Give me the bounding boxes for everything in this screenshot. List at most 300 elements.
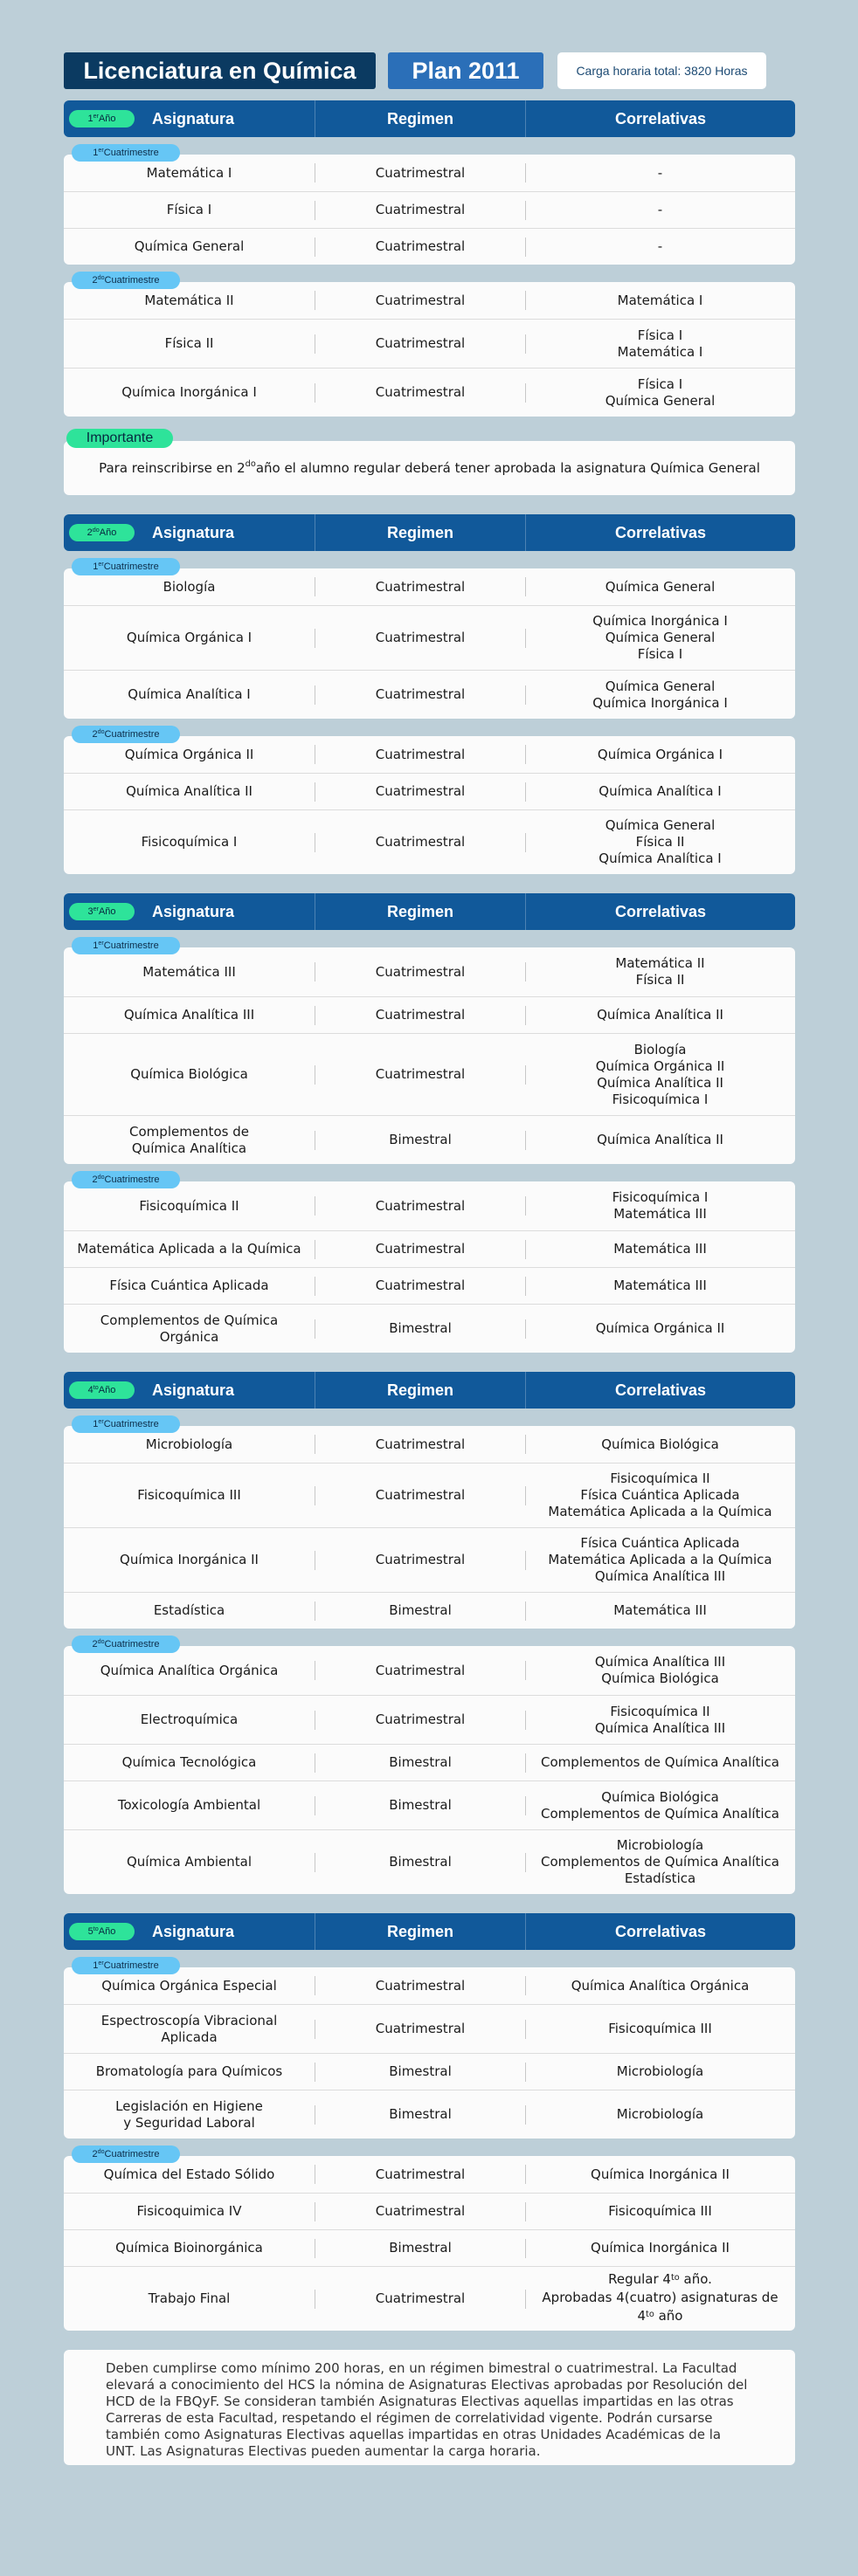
subject-name: Matemática Aplicada a la Química xyxy=(77,1241,301,1257)
prerequisites-cell xyxy=(525,2240,795,2256)
table-row xyxy=(64,1304,795,1353)
subject-name: Química Analítica III xyxy=(123,1007,255,1023)
subject-cell xyxy=(64,202,315,218)
table-row xyxy=(64,996,795,1033)
subject-cell xyxy=(64,293,315,309)
subject-cell xyxy=(64,630,315,646)
column-header-asignatura: Asignatura xyxy=(152,1922,235,1940)
prerequisites-cell xyxy=(525,327,795,361)
regimen-cell: Cuatrimestral xyxy=(315,2202,525,2221)
prerequisites-cell xyxy=(525,293,795,309)
subject-name: y Seguridad Laboral xyxy=(123,2114,255,2131)
subject-cell xyxy=(64,1007,315,1023)
table-row xyxy=(64,1780,795,1829)
year-header xyxy=(64,1372,795,1409)
subject-cell xyxy=(64,579,315,596)
prerequisites-cell xyxy=(525,1436,795,1453)
subject-cell xyxy=(64,238,315,255)
prerequisite: Estadística xyxy=(624,1870,696,1886)
regimen-cell: Cuatrimestral xyxy=(315,629,525,648)
semester-badge: 2 do Cuatrimestre xyxy=(72,1636,180,1653)
subject-name: Orgánica xyxy=(159,1328,219,1345)
column-header-regimen: Regimen xyxy=(315,1913,525,1950)
prerequisite: Química Biológica xyxy=(601,1670,719,1686)
prerequisites-cell xyxy=(525,1978,795,1994)
prerequisite: Química Analítica I xyxy=(599,851,722,866)
prerequisites-cell xyxy=(525,1535,795,1585)
semester-badge-row xyxy=(64,1955,795,1971)
regimen-cell: Cuatrimestral xyxy=(315,201,525,220)
table-row xyxy=(64,1115,795,1164)
prerequisite: Fisicoquímica I xyxy=(612,1091,709,1107)
years-container xyxy=(64,100,795,2331)
table-row xyxy=(64,1181,795,1230)
subject-name: Química Analítica Orgánica xyxy=(100,1662,279,1678)
prerequisite: Química Analítica Orgánica xyxy=(571,1977,750,1994)
prerequisite: Química Inorgánica II xyxy=(591,2240,730,2256)
prerequisite: - xyxy=(657,164,663,181)
table-row xyxy=(64,1592,795,1629)
regimen-cell: Cuatrimestral xyxy=(315,383,525,403)
prerequisite: Química Inorgánica I xyxy=(592,694,728,711)
prerequisite: Química Analítica I xyxy=(599,783,722,799)
prerequisite: Matemática Aplicada a la Química xyxy=(548,1552,772,1567)
table-row xyxy=(64,1646,795,1695)
prerequisites-cell xyxy=(525,678,795,712)
regimen-cell: Cuatrimestral xyxy=(315,833,525,852)
prerequisite: Física II xyxy=(635,834,685,850)
regimen-cell: Cuatrimestral xyxy=(315,2165,525,2184)
table-row xyxy=(64,1267,795,1304)
prerequisites-cell xyxy=(525,2063,795,2080)
prerequisites-cell xyxy=(525,783,795,800)
prerequisite: Química Inorgánica I xyxy=(592,613,728,629)
subject-name: Matemática III xyxy=(142,963,236,980)
subjects-table xyxy=(64,947,795,1164)
regimen-cell: Cuatrimestral xyxy=(315,2020,525,2039)
prerequisite: Matemática I xyxy=(617,292,703,308)
subject-cell xyxy=(64,1552,315,1568)
table-row xyxy=(64,2004,795,2053)
prerequisite: Complementos de Química Analítica xyxy=(541,1754,779,1770)
prerequisites-cell xyxy=(525,1320,795,1337)
regimen-cell: Cuatrimestral xyxy=(315,685,525,705)
prerequisites-cell xyxy=(525,1837,795,1887)
prerequisite: Química Biológica xyxy=(601,1436,719,1452)
semester-badge-row xyxy=(64,1634,795,1650)
prerequisite: Complementos de Química Analítica xyxy=(541,1854,779,1870)
prerequisite: $4^{to}$ año xyxy=(637,2308,683,2324)
prerequisite: Física II xyxy=(635,972,685,988)
subjects-table xyxy=(64,1181,795,1353)
regimen-cell: Cuatrimestral xyxy=(315,1661,525,1680)
subject-cell xyxy=(64,1241,315,1257)
subject-cell xyxy=(64,2290,315,2307)
regimen-cell: Cuatrimestral xyxy=(315,1551,525,1570)
year-badge: 4 to Año xyxy=(69,1381,135,1399)
regimen-cell: Bimestral xyxy=(315,1601,525,1621)
subject-name: Toxicología Ambiental xyxy=(117,1797,261,1813)
subject-cell xyxy=(64,1978,315,1994)
regimen-cell: Cuatrimestral xyxy=(315,1486,525,1505)
subjects-table xyxy=(64,1967,795,2139)
subject-name: Fisicoquimica IV xyxy=(136,2203,242,2219)
subjects-table xyxy=(64,155,795,265)
prerequisite: Física I xyxy=(637,646,683,662)
subject-cell xyxy=(64,335,315,352)
prerequisite: Química Analítica III xyxy=(594,1568,726,1584)
semester-badge-row xyxy=(64,724,795,740)
subject-name: Química Ambiental xyxy=(126,1854,252,1870)
prerequisite: Química Analítica II xyxy=(597,1132,723,1147)
important-notice: Para reinscribirse en 2 do año el alumno regular deberá tener aprobada la asignatura Química General xyxy=(64,441,795,495)
semester-badge: 2 do Cuatrimestre xyxy=(72,1171,180,1188)
prerequisites-cell xyxy=(525,1704,795,1737)
prerequisite: Física Cuántica Aplicada xyxy=(580,1535,740,1551)
prerequisite: Química General xyxy=(605,630,716,645)
prerequisite: Matemática II xyxy=(615,955,705,971)
subject-cell xyxy=(64,834,315,851)
subject-name: Matemática II xyxy=(144,292,234,308)
subject-name: Química Analítica I xyxy=(128,686,251,702)
regimen-cell: Cuatrimestral xyxy=(315,163,525,183)
prerequisite: Microbiología xyxy=(616,2063,704,2079)
year-header-cell xyxy=(64,100,315,137)
prerequisites-cell xyxy=(525,1007,795,1023)
subject-cell xyxy=(64,2166,315,2183)
regimen-cell: Bimestral xyxy=(315,2063,525,2082)
year-badge: 2 do Año xyxy=(69,524,135,541)
prerequisites-cell xyxy=(525,1754,795,1771)
table-row xyxy=(64,1695,795,1744)
regimen-cell: Bimestral xyxy=(315,1796,525,1815)
table-row xyxy=(64,368,795,417)
regimen-cell: Cuatrimestral xyxy=(315,1196,525,1216)
prerequisites-cell xyxy=(525,376,795,410)
column-header-asignatura: Asignatura xyxy=(152,109,235,127)
table-row xyxy=(64,228,795,265)
subject-cell xyxy=(64,2098,315,2132)
subject-cell xyxy=(64,2063,315,2080)
regimen-cell: Bimestral xyxy=(315,1319,525,1339)
year-badge: 5 to Año xyxy=(69,1923,135,1940)
prerequisite: Química Orgánica II xyxy=(595,1057,725,1074)
subject-name: Estadística xyxy=(153,1602,225,1618)
subject-cell xyxy=(64,2240,315,2256)
semester-badge: 1 er Cuatrimestre xyxy=(72,144,180,162)
subject-cell xyxy=(64,1487,315,1504)
regimen-cell: Cuatrimestral xyxy=(315,1976,525,1995)
semester-badge: 2 do Cuatrimestre xyxy=(72,726,180,743)
subject-name: Fisicoquímica III xyxy=(137,1487,241,1503)
subject-name: Matemática I xyxy=(146,164,232,181)
column-header-correlativas: Correlativas xyxy=(525,893,795,930)
prerequisite: Química Analítica III xyxy=(594,1654,726,1670)
semester-badge: 2 do Cuatrimestre xyxy=(72,2146,180,2163)
subject-name: Química Orgánica I xyxy=(126,630,253,645)
prerequisites-cell xyxy=(525,1789,795,1822)
column-header-correlativas: Correlativas xyxy=(525,1913,795,1950)
subject-name: Trabajo Final xyxy=(148,2290,231,2306)
prerequisite: Biología xyxy=(633,1041,687,1057)
subjects-table xyxy=(64,282,795,417)
table-row xyxy=(64,2193,795,2229)
prerequisite: Fisicoquímica I xyxy=(612,1189,709,1205)
total-hours-badge: Carga horaria total: 3820 Horas xyxy=(557,52,766,89)
prerequisite: Fisicoquímica II xyxy=(610,1703,710,1719)
column-header-regimen: Regimen xyxy=(315,1372,525,1409)
subject-cell xyxy=(64,1854,315,1870)
subject-cell xyxy=(64,1198,315,1215)
year-header-cell xyxy=(64,1913,315,1950)
prerequisite: Regular $4^{to}$ año. xyxy=(608,2271,712,2287)
regimen-cell: Cuatrimestral xyxy=(315,1711,525,1730)
subject-cell xyxy=(64,165,315,182)
subject-cell xyxy=(64,1602,315,1619)
column-header-asignatura: Asignatura xyxy=(152,523,235,541)
prerequisite: Química Analítica II xyxy=(597,1074,723,1091)
subjects-table xyxy=(64,568,795,719)
semester-badge: 1 er Cuatrimestre xyxy=(72,1415,180,1433)
prerequisites-cell xyxy=(525,613,795,663)
table-row xyxy=(64,1230,795,1267)
prerequisites-cell xyxy=(525,1471,795,1520)
semester-badge-row xyxy=(64,556,795,572)
regimen-cell: Cuatrimestral xyxy=(315,291,525,310)
study-plan xyxy=(64,52,795,2465)
prerequisites-cell xyxy=(525,2203,795,2220)
subject-name: Fisicoquímica I xyxy=(141,834,238,850)
subject-name: Microbiología xyxy=(145,1436,233,1452)
column-header-correlativas: Correlativas xyxy=(525,1372,795,1409)
subject-name: Química del Estado Sólido xyxy=(103,2166,275,2182)
subject-name: Química Analítica xyxy=(131,1140,247,1156)
subject-name: Química Bioinorgánica xyxy=(115,2240,263,2256)
prerequisite: Química Inorgánica II xyxy=(591,2166,730,2182)
prerequisite: - xyxy=(657,202,663,217)
subject-cell xyxy=(64,1278,315,1294)
semester-badge-row xyxy=(64,270,795,286)
subject-name: Química General xyxy=(134,238,245,254)
prerequisite: Química General xyxy=(605,392,716,409)
table-row xyxy=(64,1829,795,1894)
prerequisite: Química General xyxy=(605,678,716,694)
subject-cell xyxy=(64,783,315,800)
column-header-asignatura: Asignatura xyxy=(152,902,235,920)
subject-name: Electroquímica xyxy=(140,1712,239,1727)
regimen-cell: Bimestral xyxy=(315,2239,525,2258)
prerequisite: Complementos de Química Analítica xyxy=(541,1805,779,1822)
prerequisite: Química Analítica III xyxy=(594,1719,726,1736)
electives-note: Deben cumplirse como mínimo 200 horas, en un régimen bimestral o cuatrimestral. La Facultad elevará a conocimiento del HCS la nómina de Asignaturas Electivas aprobadas por Resolución del HCD de la FBQyF. Se consideran también Asignaturas Electivas aquellas impartidas en las otras Carreras de esta Facultad, respetando el régimen de correlatividad vigente. Podrán cursarse también como Asignaturas Electivas aquellas impartidas en otras Unidades Académicas de la UNT. Las Asignaturas Electivas pueden aumentar la carga horaria. xyxy=(64,2350,795,2465)
subject-cell xyxy=(64,1436,315,1453)
prerequisite: Fisicoquímica III xyxy=(608,2021,712,2036)
subject-name: Química Inorgánica I xyxy=(121,384,257,400)
subject-name: Química Inorgánica II xyxy=(120,1552,259,1567)
table-row xyxy=(64,809,795,874)
table-row xyxy=(64,773,795,809)
prerequisite: Física I xyxy=(637,327,683,343)
prerequisites-cell xyxy=(525,238,795,255)
subject-name: Bromatología para Químicos xyxy=(95,2063,283,2079)
subject-cell xyxy=(64,2013,315,2046)
prerequisite: Química General xyxy=(605,578,716,595)
table-row xyxy=(64,1527,795,1592)
subject-name: Física II xyxy=(164,335,214,351)
page-title: Licenciatura en Química xyxy=(64,52,376,89)
prerequisites-cell xyxy=(525,1278,795,1294)
subject-cell xyxy=(64,1124,315,1157)
prerequisite: Matemática Aplicada a la Química xyxy=(548,1504,772,1519)
column-header-asignatura: Asignatura xyxy=(152,1381,235,1399)
table-row xyxy=(64,2266,795,2331)
prerequisite: Física I xyxy=(637,375,683,392)
subject-cell xyxy=(64,1797,315,1814)
regimen-cell: Bimestral xyxy=(315,1131,525,1150)
regimen-cell: Cuatrimestral xyxy=(315,745,525,764)
regimen-cell: Cuatrimestral xyxy=(315,962,525,981)
year-header xyxy=(64,893,795,930)
table-row xyxy=(64,2053,795,2090)
prerequisite: Matemática III xyxy=(613,1602,707,1618)
prerequisite: Matemática I xyxy=(617,343,703,360)
prerequisites-cell xyxy=(525,579,795,596)
prerequisites-cell xyxy=(525,955,795,988)
prerequisite: Microbiología xyxy=(616,2106,704,2122)
table-row xyxy=(64,605,795,670)
prerequisite: Aprobadas 4(cuatro) asignaturas de xyxy=(542,2290,778,2305)
subject-cell xyxy=(64,1312,315,1346)
subject-name: Química Orgánica II xyxy=(124,746,254,762)
prerequisite: Química Biológica xyxy=(601,1788,719,1805)
column-header-regimen: Regimen xyxy=(315,514,525,551)
subject-cell xyxy=(64,686,315,703)
prerequisites-cell xyxy=(525,747,795,763)
prerequisites-cell xyxy=(525,1654,795,1687)
subject-name: Física Cuántica Aplicada xyxy=(109,1278,269,1293)
prerequisite: Matemática III xyxy=(613,1241,707,1257)
regimen-cell: Bimestral xyxy=(315,1753,525,1773)
regimen-cell: Bimestral xyxy=(315,1853,525,1872)
prerequisites-cell xyxy=(525,1241,795,1257)
subject-name: Espectroscopía Vibracional xyxy=(100,2012,278,2028)
prerequisites-cell xyxy=(525,2021,795,2037)
subject-cell xyxy=(64,964,315,981)
subject-cell xyxy=(64,384,315,401)
important-label: Importante xyxy=(66,429,173,448)
prerequisites-cell xyxy=(525,1132,795,1148)
prerequisites-cell xyxy=(525,202,795,218)
semester-badge: 1 er Cuatrimestre xyxy=(72,937,180,954)
year-badge: 3 er Año xyxy=(69,903,135,920)
table-row xyxy=(64,2090,795,2139)
year-header-cell xyxy=(64,514,315,551)
semester-badge: 1 er Cuatrimestre xyxy=(72,558,180,575)
semester-badge-row xyxy=(64,935,795,951)
prerequisite: Química Orgánica I xyxy=(597,746,723,762)
subject-name: Fisicoquímica II xyxy=(139,1197,239,1214)
subject-name: Química Orgánica Especial xyxy=(101,1977,277,1994)
subject-cell xyxy=(64,2203,315,2220)
table-row xyxy=(64,2229,795,2266)
year-header-cell xyxy=(64,893,315,930)
column-header-regimen: Regimen xyxy=(315,100,525,137)
column-header-correlativas: Correlativas xyxy=(525,514,795,551)
regimen-cell: Cuatrimestral xyxy=(315,1277,525,1296)
subject-cell xyxy=(64,1663,315,1679)
semester-badge-row xyxy=(64,2144,795,2159)
year-header xyxy=(64,514,795,551)
prerequisite: Química Orgánica II xyxy=(595,1320,725,1336)
prerequisite: Fisicoquímica III xyxy=(608,2203,712,2219)
regimen-cell: Cuatrimestral xyxy=(315,238,525,257)
subject-cell xyxy=(64,747,315,763)
regimen-cell: Cuatrimestral xyxy=(315,334,525,354)
regimen-cell: Cuatrimestral xyxy=(315,782,525,802)
column-header-correlativas: Correlativas xyxy=(525,100,795,137)
table-row xyxy=(64,1463,795,1527)
subject-cell xyxy=(64,1066,315,1083)
subject-name: Complementos de xyxy=(129,1123,249,1140)
column-header-regimen: Regimen xyxy=(315,893,525,930)
regimen-cell: Cuatrimestral xyxy=(315,1065,525,1085)
subject-name: Legislación en Higiene xyxy=(115,2097,263,2114)
subject-name: Complementos de Química xyxy=(100,1312,279,1328)
subjects-table xyxy=(64,1646,795,1894)
table-row xyxy=(64,1744,795,1780)
prerequisite: Química Analítica II xyxy=(597,1007,723,1023)
regimen-cell: Cuatrimestral xyxy=(315,1240,525,1259)
prerequisite: Microbiología xyxy=(616,1837,704,1853)
prerequisites-cell xyxy=(525,1042,795,1108)
subject-name: Aplicada xyxy=(161,2028,218,2045)
table-row xyxy=(64,191,795,228)
year-header xyxy=(64,100,795,137)
regimen-cell: Cuatrimestral xyxy=(315,2290,525,2309)
year-header-cell xyxy=(64,1372,315,1409)
subject-cell xyxy=(64,1712,315,1728)
table-row xyxy=(64,1033,795,1115)
prerequisite: - xyxy=(657,238,663,254)
table-row xyxy=(64,947,795,996)
subjects-table xyxy=(64,2156,795,2331)
subjects-table xyxy=(64,1426,795,1629)
table-row xyxy=(64,319,795,368)
subject-name: Física I xyxy=(166,202,212,217)
subjects-table xyxy=(64,736,795,874)
subject-cell xyxy=(64,1754,315,1771)
subject-name: Química Tecnológica xyxy=(121,1754,257,1770)
prerequisite: Fisicoquímica II xyxy=(610,1471,710,1486)
semester-badge-row xyxy=(64,1169,795,1185)
table-row xyxy=(64,670,795,719)
prerequisites-cell xyxy=(525,2106,795,2123)
prerequisite: Física Cuántica Aplicada xyxy=(580,1487,740,1503)
semester-badge: 1 er Cuatrimestre xyxy=(72,1957,180,1974)
regimen-cell: Bimestral xyxy=(315,2105,525,2125)
semester-badge-row xyxy=(64,1414,795,1429)
top-header xyxy=(64,52,795,89)
prerequisites-cell xyxy=(525,1189,795,1223)
prerequisites-cell xyxy=(525,1602,795,1619)
prerequisites-cell xyxy=(525,2166,795,2183)
year-badge: 1 er Año xyxy=(69,110,135,127)
prerequisite: Matemática III xyxy=(613,1278,707,1293)
prerequisite: Matemática III xyxy=(613,1206,707,1222)
subject-name: Química Analítica II xyxy=(126,783,253,799)
year-header xyxy=(64,1913,795,1950)
subject-name: Biología xyxy=(163,578,216,595)
